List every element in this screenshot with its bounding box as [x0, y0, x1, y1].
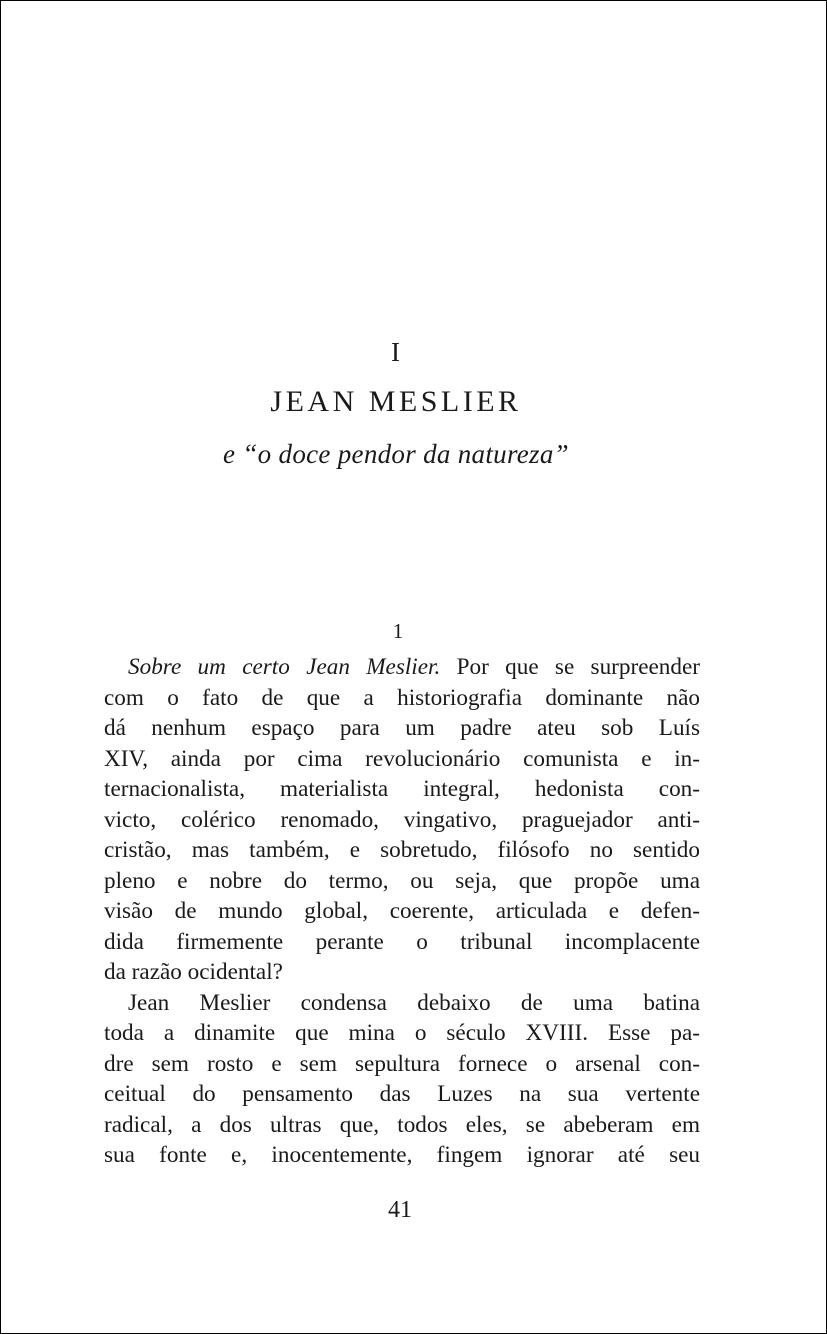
paragraph-line: toda a dinamite que mina o século XVIII. Esse pa-: [104, 1020, 700, 1046]
paragraph-line: XIV, ainda por cima revolucionário comunista e in-: [104, 745, 700, 772]
paragraph-lead: Sobre um certo Jean Meslier.: [128, 654, 441, 680]
chapter-number: I: [391, 337, 401, 367]
paragraph-line: ternacionalista, materialista integral, hedonista con-: [104, 776, 700, 802]
section-number: 1: [392, 619, 404, 643]
paragraph-line: radical, a dos ultras que, todos eles, se abeberam em: [104, 1111, 700, 1138]
paragraph-line: dre sem rosto e sem sepultura fornece o arsenal con-: [104, 1050, 700, 1077]
chapter-subtitle: e “o doce pendor da natureza”: [223, 439, 569, 469]
paragraph-line: victo, colérico renomado, vingativo, praguejador anti-: [104, 806, 700, 833]
paragraph-line: dida firmemente perante o tribunal incomplacente: [104, 928, 700, 955]
chapter-title: JEAN MESLIER: [270, 385, 522, 418]
paragraph-line: pleno e nobre do termo, ou seja, que propõe uma: [104, 867, 700, 894]
paragraph-line-text: Por que se surpreender: [440, 654, 700, 680]
paragraph-line: dá nenhum espaço para um padre ateu sob Luís: [104, 715, 700, 741]
body-text: [104, 652, 700, 1171]
paragraph-line: sua fonte e, inocentemente, fingem ignorar até seu: [104, 1142, 700, 1168]
page-number: 41: [388, 1197, 412, 1223]
paragraph-line: [104, 652, 700, 683]
paragraph-line: ceitual do pensamento das Luzes na sua vertente: [104, 1081, 700, 1107]
paragraph-line: com o fato de que a historiografia dominante não: [104, 684, 700, 711]
paragraph-line: cristão, mas também, e sobretudo, filósofo no sentido: [104, 837, 700, 863]
paragraph-line: Jean Meslier condensa debaixo de uma batina: [128, 989, 700, 1016]
paragraph-line: visão de mundo global, coerente, articulada e defen-: [104, 898, 700, 924]
paragraph-line: da razão ocidental?: [104, 959, 283, 985]
